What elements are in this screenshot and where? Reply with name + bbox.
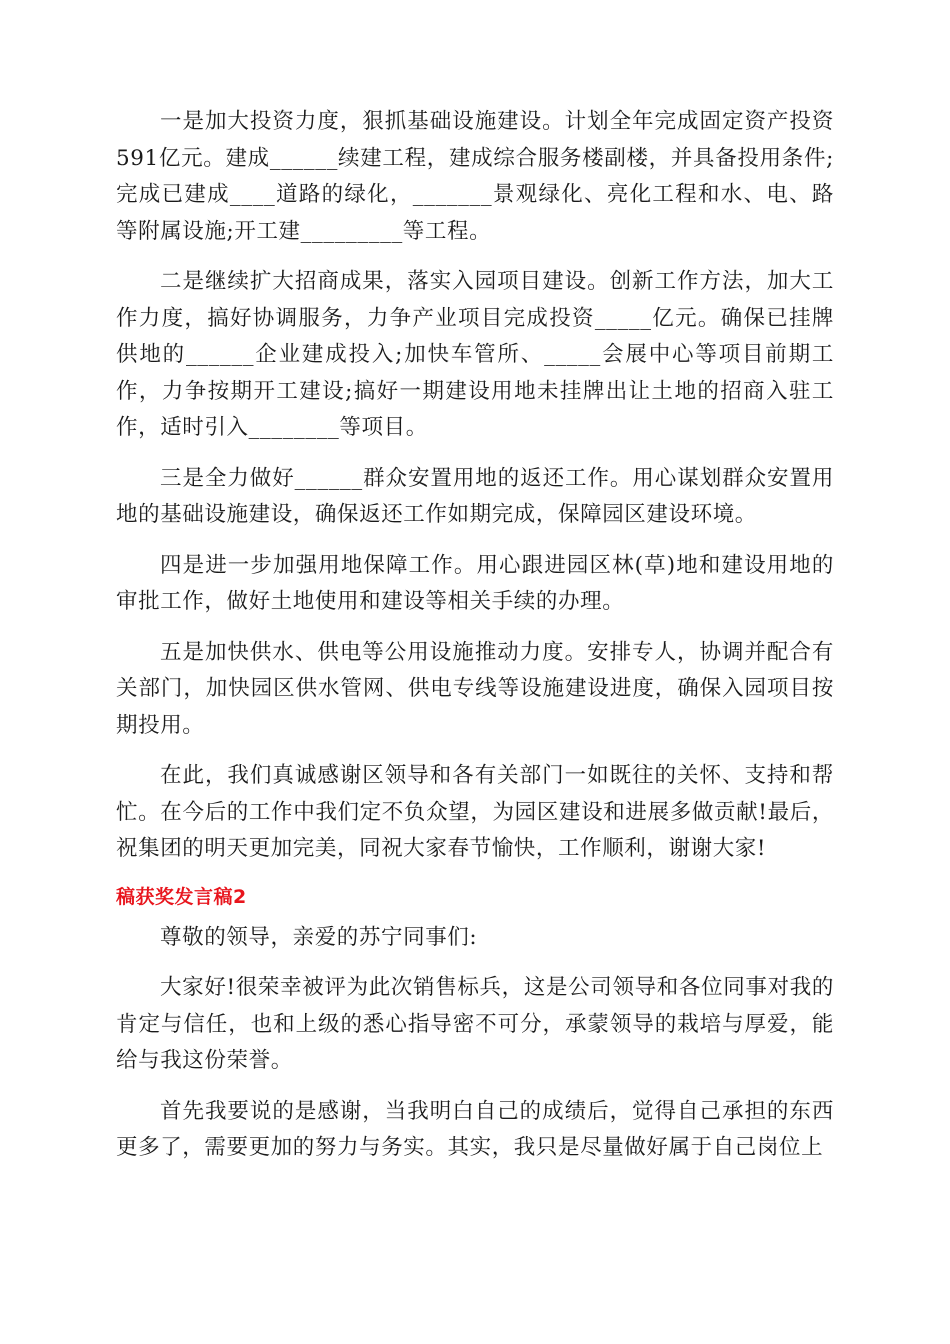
section-heading: 稿获奖发言稿2: [116, 885, 247, 908]
document-body: [116, 104, 834, 1181]
paragraph-5: 五是加快供水、供电等公用设施推动力度。安排专人，协调并配合有关部门，加快园区供水管网、供电专线等设施建设进度，确保入园项目按期投用。: [116, 639, 834, 738]
salutation: 尊敬的领导，亲爱的苏宁同事们:: [160, 924, 478, 950]
paragraph-2: 二是继续扩大招商成果，落实入园项目建设。创新工作方法，加大工作力度，搞好协调服务，力争产业项目完成投资_____亿元。确保已挂牌供地的______企业建成投入;加快车管所、_____会展中心等项目前期工作，力争按期开工建设;搞好一期建设用地未挂牌出让土地的招商入驻工作，适时引入________等项目。: [116, 269, 834, 440]
paragraph-1: 一是加大投资力度，狠抓基础设施建设。计划全年完成固定资产投资591亿元。建成______续建工程，建成综合服务楼副楼，并具备投用条件;完成已建成____道路的绿化，_______景观绿化、亮化工程和水、电、路等附属设施;开工建_________等工程。: [116, 109, 834, 244]
paragraph-7: 大家好!很荣幸被评为此次销售标兵，这是公司领导和各位同事对我的肯定与信任，也和上级的悉心指导密不可分，承蒙领导的栽培与厚爱，能给与我这份荣誉。: [116, 975, 834, 1073]
paragraph-8: 首先我要说的是感谢，当我明白自己的成绩后，觉得自己承担的东西更多了，需要更加的努力与务实。其实，我只是尽量做好属于自己岗位上: [116, 1098, 834, 1160]
paragraph-3: 三是全力做好______群众安置用地的返还工作。用心谋划群众安置用地的基础设施建设，确保返还工作如期完成，保障园区建设环境。: [116, 465, 834, 527]
paragraph-4: 四是进一步加强用地保障工作。用心跟进园区林(草)地和建设用地的审批工作，做好土地使用和建设等相关手续的办理。: [116, 552, 834, 614]
paragraph-6: 在此，我们真诚感谢区领导和各有关部门一如既往的关怀、支持和帮忙。在今后的工作中我们定不负众望，为园区建设和进展多做贡献!最后，祝集团的明天更加完美，同祝大家春节愉快，工作顺利，谢谢大家!: [116, 763, 834, 861]
